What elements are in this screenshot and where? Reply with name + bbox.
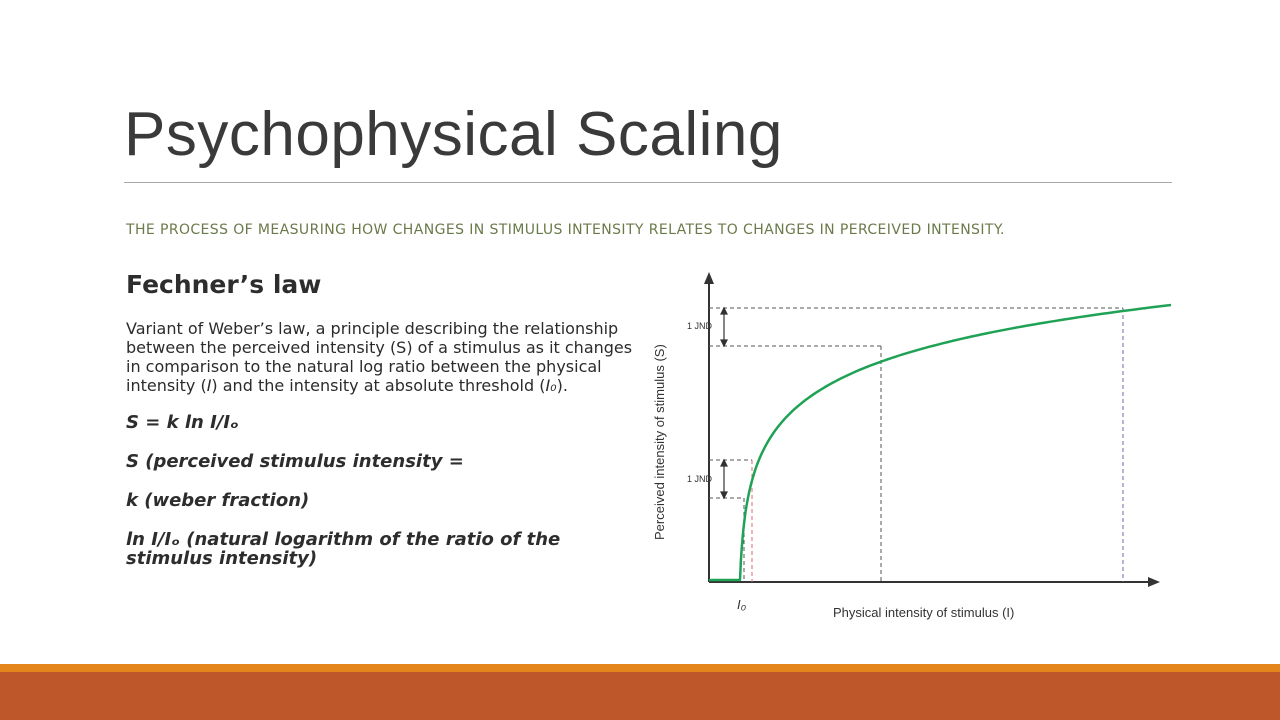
title-divider	[124, 182, 1172, 183]
x-axis-label: Physical intensity of stimulus (I)	[833, 605, 1015, 620]
equation-k-definition: k (weber fraction)	[126, 490, 310, 511]
series-line	[709, 305, 1171, 580]
y-axis-label: Perceived intensity of stimulus (S)	[652, 344, 667, 540]
slide-subtitle: THE PROCESS OF MEASURING HOW CHANGES IN STIMULUS INTENSITY RELATES TO CHANGES IN PERCEIVED INTENSITY.	[126, 222, 1005, 238]
section-heading: Fechner’s law	[126, 270, 322, 299]
jnd-label-lower: 1 JND	[687, 474, 713, 484]
slide-title: Psychophysical Scaling	[124, 100, 783, 169]
footer-accent-bar	[0, 664, 1280, 672]
jnd-label-upper: 1 JND	[687, 321, 713, 331]
text-column	[126, 270, 636, 568]
y-axis-arrow-icon	[704, 272, 714, 284]
jnd-bracket-lower	[721, 460, 727, 498]
x-axis-arrow-icon	[1148, 577, 1160, 587]
description-paragraph: Variant of Weber’s law, a principle describing the relationship between the perceived intensity (S) of a stimulus as it changes in comparison to the natural log ratio between the physical intensity (I) and the intensity at absolute threshold (I₀).	[126, 319, 633, 395]
footer-bar	[0, 672, 1280, 720]
equation-s-definition: S (perceived stimulus intensity =	[126, 451, 464, 472]
x-tick-label: I₀	[737, 597, 747, 612]
equation-ln-definition: ln I/Iₒ (natural logarithm of the ratio of the stimulus intensity)	[126, 529, 561, 569]
jnd-bracket-upper	[721, 308, 727, 346]
fechner-chart	[640, 262, 1180, 632]
equation-fechner: S = k ln I/Iₒ	[126, 412, 239, 433]
